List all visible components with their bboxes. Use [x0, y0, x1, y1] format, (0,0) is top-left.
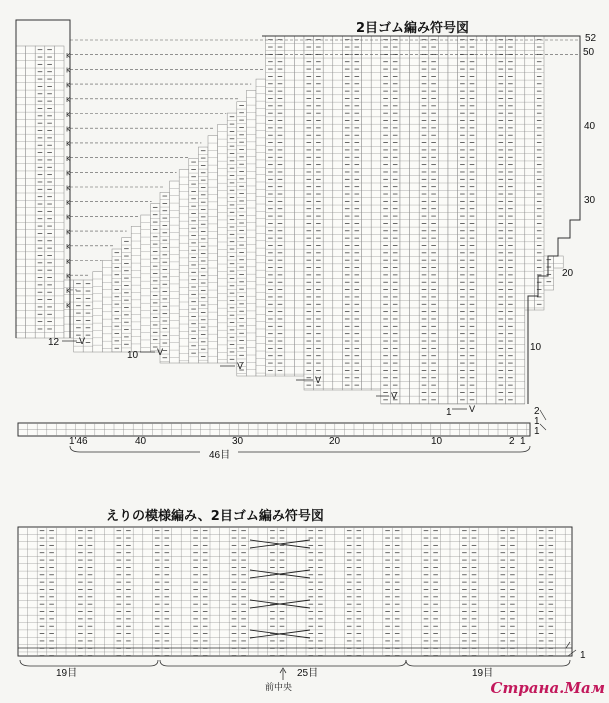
decrease-mark: K: [66, 257, 71, 266]
row-label-50: 50: [583, 47, 595, 58]
chart2-row-label-1: 1: [580, 650, 586, 661]
watermark-logo: Страна.Мам: [490, 679, 605, 697]
row-arrows: [540, 410, 546, 430]
dec-label-1: 1: [446, 407, 452, 418]
decrease-mark: K: [66, 81, 71, 90]
decrease-mark: K: [66, 96, 71, 105]
chart2-title: えりの模様編み、2目ゴム編み符号図: [106, 509, 324, 524]
row-label-40: 40: [584, 121, 596, 132]
decrease-mark: K: [66, 66, 71, 75]
decrease-mark: K: [66, 301, 71, 310]
decrease-mark: K: [66, 52, 71, 60]
decrease-mark: K: [66, 154, 71, 163]
decrease-mark: K: [66, 228, 71, 237]
bracket-left: [20, 660, 158, 666]
v-mark: V: [157, 348, 164, 358]
dec-label-10: 10: [127, 350, 139, 361]
row-label-52: 52: [585, 33, 597, 44]
v-mark: V: [79, 337, 86, 347]
decrease-mark: K: [66, 272, 71, 281]
decrease-mark: K: [66, 110, 71, 119]
dec-label-12: 12: [48, 337, 60, 348]
stitch-label-1-46: 1'46: [69, 436, 88, 447]
center-front-label: 前中央: [265, 682, 293, 692]
stitch-label-2: 2: [509, 436, 515, 447]
decrease-mark: K: [66, 184, 71, 193]
bracket-center: [160, 660, 406, 666]
row-label-20: 20: [562, 268, 574, 279]
v-mark: V: [469, 405, 476, 415]
center-arrow: [280, 668, 286, 680]
stitch-count-46: 46目: [209, 450, 231, 461]
stitch-label-10: 10: [431, 436, 443, 447]
decrease-mark: K: [66, 199, 71, 207]
decrease-mark: K: [66, 287, 71, 296]
v-mark: V: [237, 362, 244, 372]
decrease-mark: K: [66, 243, 71, 252]
bracket-label-left: 19目: [56, 668, 78, 679]
chart1-grid: [16, 36, 563, 404]
row-label-1b: 1: [534, 416, 540, 427]
decrease-mark: K: [66, 169, 71, 178]
chart1-title: 2目ゴム編み符号図: [356, 21, 470, 36]
v-mark: V: [315, 376, 322, 386]
stitch-label-1: 1: [520, 436, 526, 447]
stitch-label-40: 40: [135, 436, 147, 447]
decrease-mark: K: [66, 125, 71, 134]
decrease-mark: K: [66, 213, 71, 222]
v-mark: V: [391, 392, 398, 402]
row-label-2: 2: [534, 406, 540, 417]
decrease-mark: K: [66, 140, 71, 149]
bracket-label-center: 25目: [297, 668, 319, 679]
row-label-30: 30: [584, 195, 596, 206]
stitch-label-30: 30: [232, 436, 244, 447]
stitch-label-20: 20: [329, 436, 341, 447]
bracket-label-right: 19目: [472, 668, 494, 679]
row-label-1: 1: [534, 426, 540, 437]
row-label-10: 10: [530, 342, 542, 353]
